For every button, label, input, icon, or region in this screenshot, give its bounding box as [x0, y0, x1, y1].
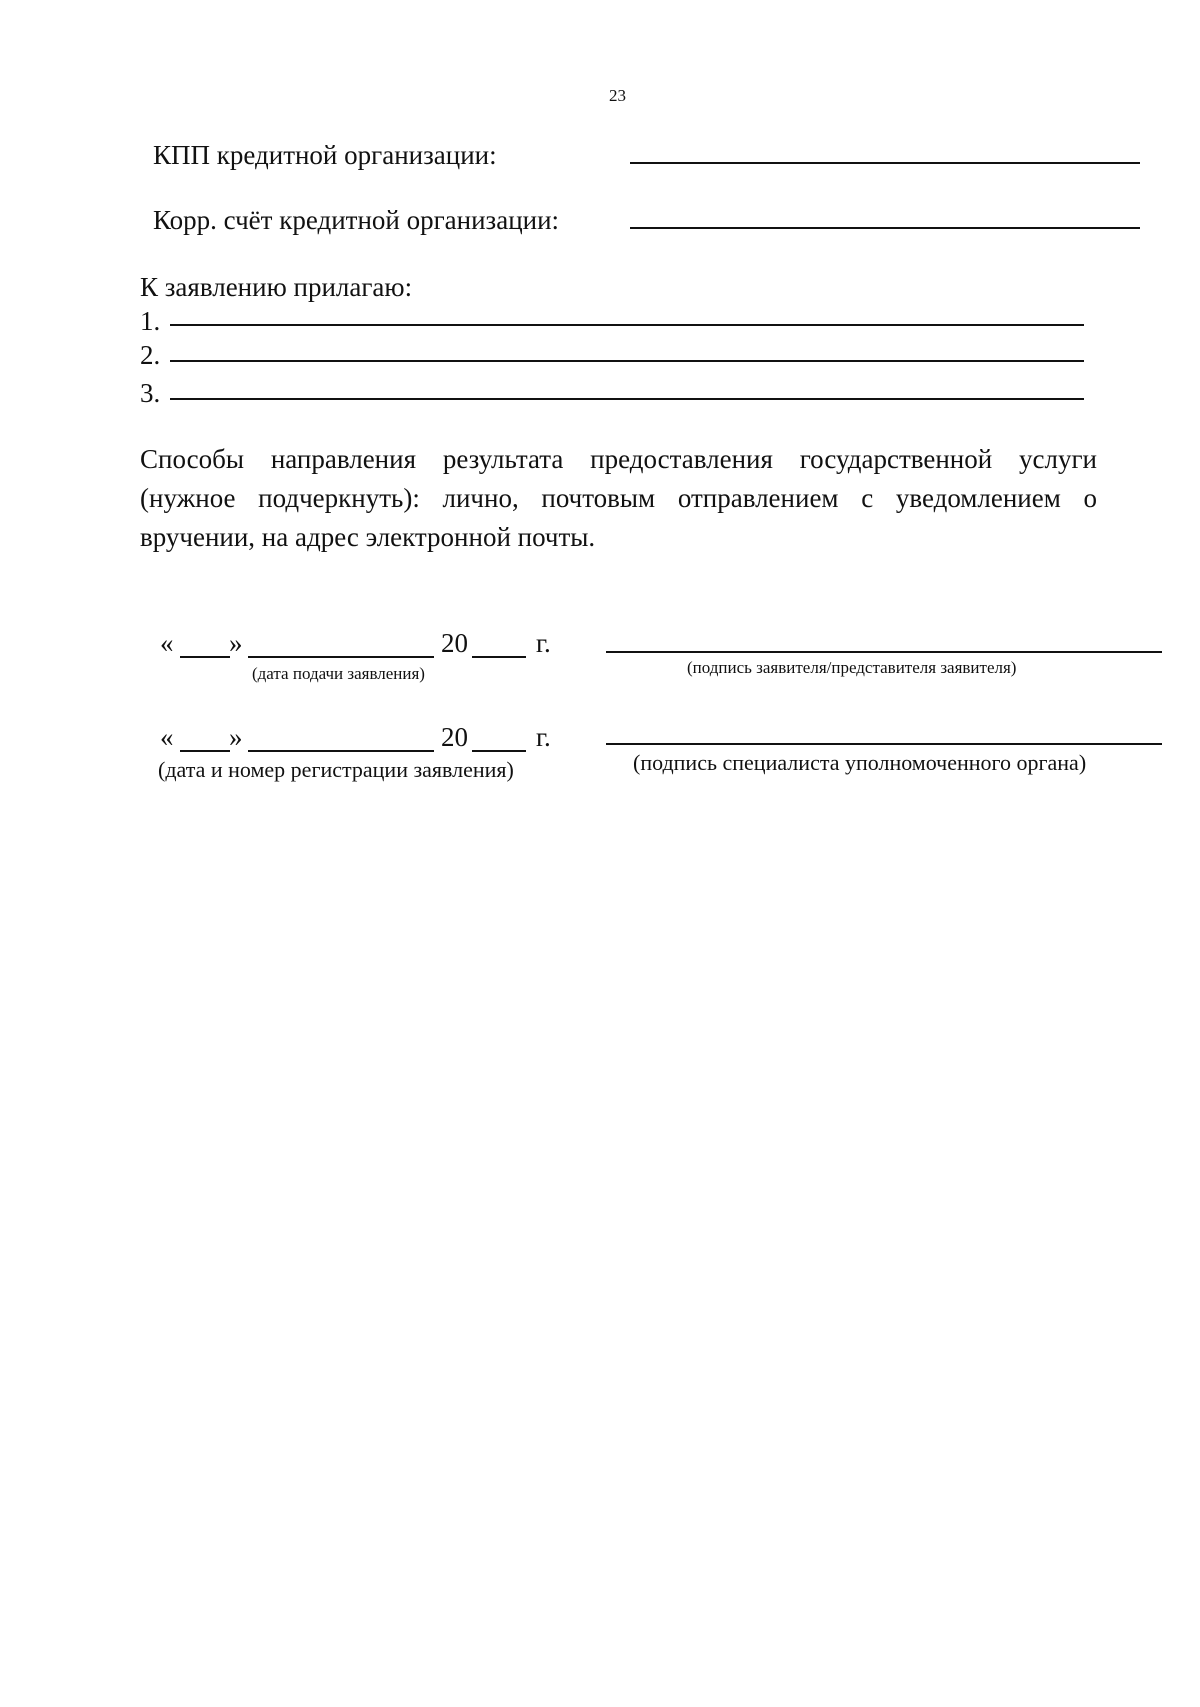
registration-year-prefix: 20 — [441, 722, 468, 752]
registration-year-field[interactable] — [472, 750, 526, 752]
attachment-number-1: 1. — [140, 306, 161, 336]
submission-quote-close: » — [229, 628, 243, 658]
attachment-field-2[interactable] — [170, 360, 1084, 362]
submission-year-field[interactable] — [472, 656, 526, 658]
specialist-signature-caption: (подпись специалиста уполномоченного органа) — [633, 750, 1087, 775]
corr-account-field[interactable] — [630, 227, 1140, 229]
submission-month-field[interactable] — [248, 656, 434, 658]
attachment-number-3: 3. — [140, 378, 161, 408]
kpp-field[interactable] — [630, 162, 1140, 164]
registration-quote-open: « — [160, 722, 174, 752]
attachment-field-1[interactable] — [170, 324, 1084, 326]
registration-quote-close: » — [229, 722, 243, 752]
kpp-label: КПП кредитной организации: — [153, 140, 497, 170]
applicant-signature-field[interactable] — [606, 651, 1162, 653]
corr-account-label: Корр. счёт кредитной организации: — [153, 205, 560, 235]
submission-day-field[interactable] — [180, 656, 230, 658]
attachment-number-2: 2. — [140, 340, 161, 370]
registration-month-field[interactable] — [248, 750, 434, 752]
delivery-methods-text: Способы направления результата предоставления государственной услуги (нужное подчеркнуть): лично, почтовым отправлением с уведомлением о вручении, на адрес электронной почты. — [140, 444, 1097, 552]
attachments-title: К заявлению прилагаю: — [140, 272, 413, 302]
registration-day-field[interactable] — [180, 750, 230, 752]
page-number: 23 — [609, 86, 626, 105]
applicant-signature-caption: (подпись заявителя/представителя заявителя) — [687, 658, 1017, 677]
registration-date-caption: (дата и номер регистрации заявления) — [158, 757, 514, 782]
submission-year-prefix: 20 — [441, 628, 468, 658]
submission-quote-open: « — [160, 628, 174, 658]
registration-year-suffix: г. — [536, 722, 551, 752]
specialist-signature-field[interactable] — [606, 743, 1162, 745]
submission-year-suffix: г. — [536, 628, 551, 658]
attachment-field-3[interactable] — [170, 398, 1084, 400]
submission-date-caption: (дата подачи заявления) — [252, 664, 425, 683]
